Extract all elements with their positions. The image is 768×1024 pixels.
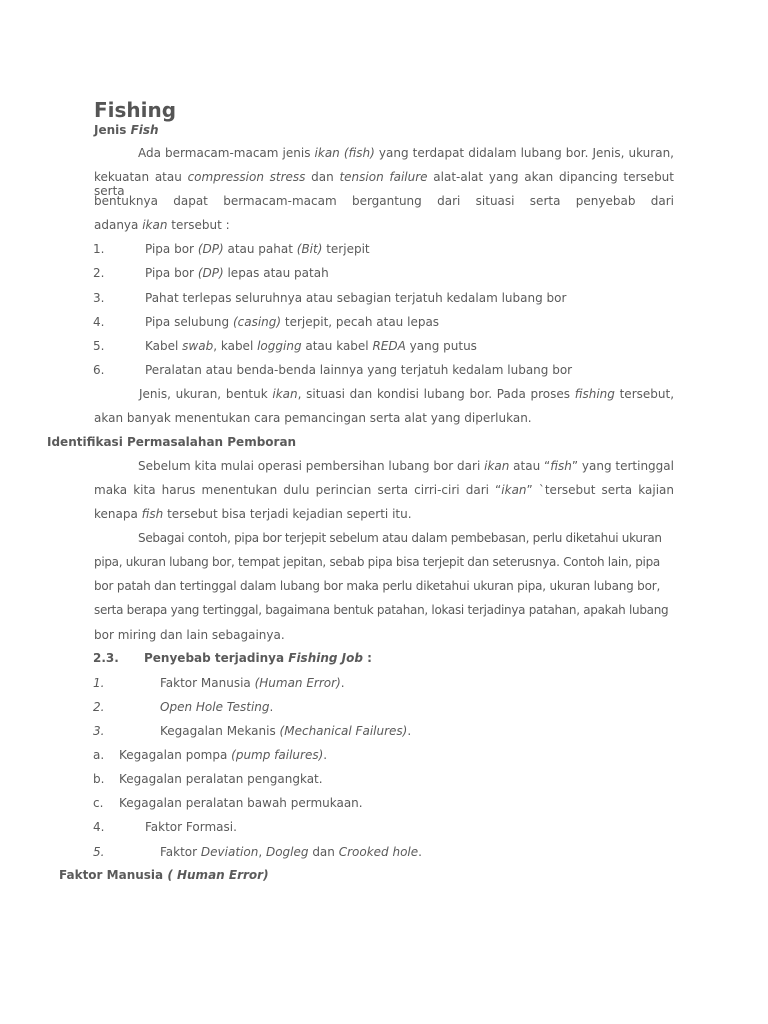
- section-heading-2-3: 2.3. Penyebab terjadinya Fishing Job :: [93, 651, 372, 665]
- list-item: 5. Faktor Deviation, Dogleg dan Crooked hole.: [93, 845, 422, 859]
- section-heading-identifikasi: Identifikasi Permasalahan Pemboran: [47, 435, 297, 449]
- list-item: 2. Pipa bor (DP) lepas atau patah: [93, 266, 329, 280]
- list-item: 3. Kegagalan Mekanis (Mechanical Failures).: [93, 724, 412, 738]
- list-item: b. Kegagalan peralatan pengangkat.: [93, 772, 323, 786]
- paragraph-4-line-1: Sebagai contoh, pipa bor terjepit sebelum atau dalam pembebasan, perlu diketahui ukuran: [138, 531, 662, 545]
- list-item: 6. Peralatan atau benda-benda lainnya yang terjatuh kedalam lubang bor: [93, 363, 573, 377]
- list-item: 4. Pipa selubung (casing) terjepit, pecah atau lepas: [93, 315, 440, 329]
- list-item: 1. Pipa bor (DP) atau pahat (Bit) terjepit: [93, 242, 370, 256]
- paragraph-1-line-2: kekuatan atau compression stress dan tension failure alat-alat yang akan dipancing tersebut serta: [94, 170, 674, 198]
- paragraph-1-line-1: Ada bermacam-macam jenis ikan (fish) yang terdapat didalam lubang bor. Jenis, ukuran,: [138, 146, 674, 160]
- paragraph-3-line-2: maka kita harus menentukan dulu perincian serta cirri-ciri dari “ikan” `tersebut serta kajian: [94, 483, 674, 497]
- paragraph-1-line-4: adanya ikan tersebut :: [94, 218, 230, 232]
- section-heading-faktor-manusia: Faktor Manusia ( Human Error): [59, 868, 269, 882]
- paragraph-3-line-3: kenapa fish tersebut bisa terjadi kejadian seperti itu.: [94, 507, 412, 521]
- list-item: 4. Faktor Formasi.: [93, 820, 237, 834]
- paragraph-1-line-3: bentuknya dapat bermacam-macam bergantung dari situasi serta penyebab dari: [94, 194, 674, 208]
- list-item: 3. Pahat terlepas seluruhnya atau sebagian terjatuh kedalam lubang bor: [93, 291, 567, 305]
- list-item: 2. Open Hole Testing.: [93, 700, 274, 714]
- paragraph-2-line-1: Jenis, ukuran, bentuk ikan, situasi dan kondisi lubang bor. Pada proses fishing tersebut,: [139, 387, 675, 401]
- list-item: 5. Kabel swab, kabel logging atau kabel REDA yang putus: [93, 339, 477, 353]
- paragraph-2-line-2: akan banyak menentukan cara pemancingan serta alat yang diperlukan.: [94, 411, 532, 425]
- list-item: a. Kegagalan pompa (pump failures).: [93, 748, 328, 762]
- paragraph-4-line-4: serta berapa yang tertinggal, bagaimana bentuk patahan, lokasi terjadinya patahan, apakah lubang: [94, 603, 669, 617]
- page-title: Fishing: [94, 98, 177, 122]
- subheading-jenis-fish: Jenis Fish: [94, 123, 159, 137]
- paragraph-4-line-5: bor miring dan lain sebagainya.: [94, 628, 285, 642]
- paragraph-4-line-3: bor patah dan tertinggal dalam lubang bor maka perlu diketahui ukuran pipa, ukuran lubang bor,: [94, 579, 661, 593]
- paragraph-4-line-2: pipa, ukuran lubang bor, tempat jepitan, sebab pipa bisa terjepit dan seterusnya. Contoh lain, pipa: [94, 555, 660, 569]
- paragraph-3-line-1: Sebelum kita mulai operasi pembersihan lubang bor dari ikan atau “fish” yang tertinggal: [138, 459, 674, 473]
- list-item: 1. Faktor Manusia (Human Error).: [93, 676, 345, 690]
- list-item: c. Kegagalan peralatan bawah permukaan.: [93, 796, 363, 810]
